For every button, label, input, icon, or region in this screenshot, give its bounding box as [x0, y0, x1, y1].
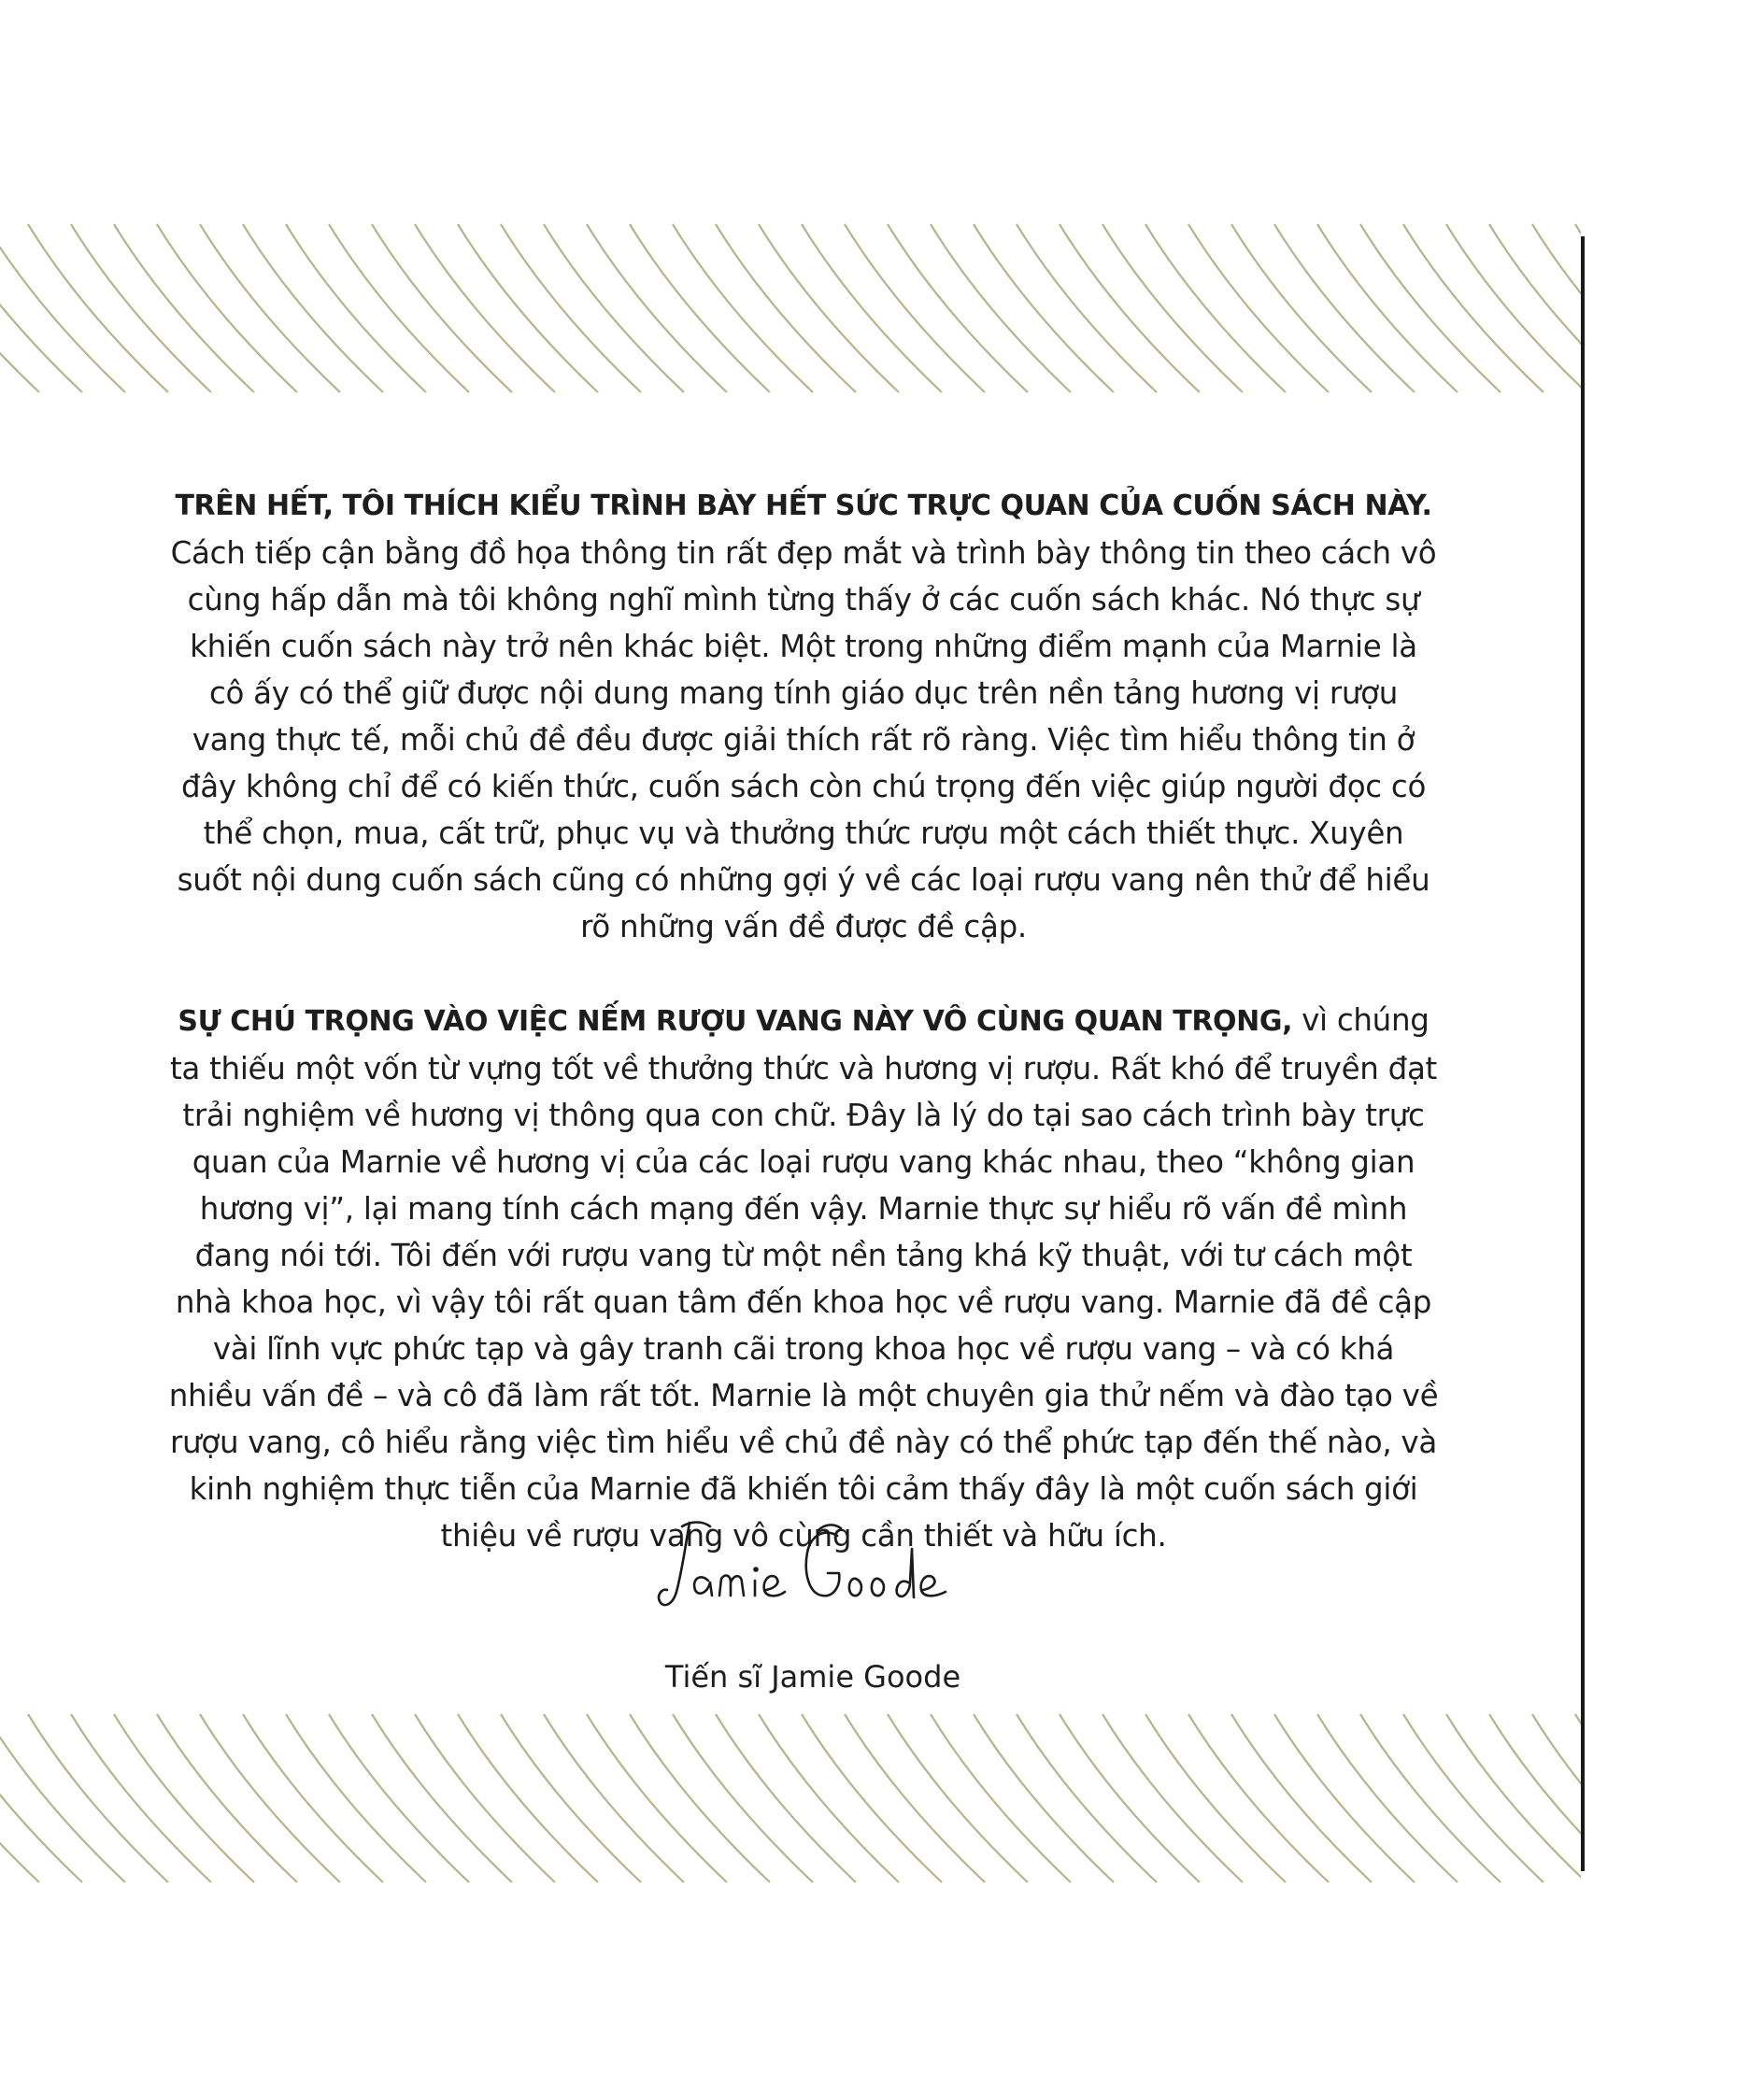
hatch-line	[0, 1714, 39, 1882]
hatch-line	[0, 1714, 125, 1882]
paragraph-2-body: vì chúng ta thiếu một vốn từ vựng tốt về thưởng thức và hương vị rượu. Rất khó để truyền đạt trải nghiệm về hương vị thông qua con chữ. Đây là lý do tại sao cách trình bày trực quan của Marnie về hương vị của các loại rượu vang khác nhau, theo “không gian hương vị”, lại mang tính cách mạng đến vậy. Marnie thực sự hiểu rõ vấn đề mình đang nói tới. Tôi đến với rượu vang từ một nền tảng khá kỹ thuật, với tư cách một nhà khoa học, vì vậy tôi rất quan tâm đến khoa học về rượu vang. Marnie đã đề cập vài lĩnh vực phức tạp và gây tranh cãi trong khoa học về rượu vang – và có khá nhiều vấn đề – và cô đã làm rất tốt. Marnie là một chuyên gia thử nếm và đào tạo về rượu vang, cô hiểu rằng việc tìm hiểu về chủ đề này có thể phức tạp đến thế nào, và kinh nghiệm thực tiễn của Marnie đã khiến tôi cảm thấy đây là một cuốn sách giới thiệu về rượu vang vô cùng cần thiết và hữu ích.	[168, 1002, 1439, 1554]
paragraph-1	[168, 481, 1439, 950]
hatch-line	[1446, 1714, 1581, 1882]
hatch-line	[1532, 1714, 1581, 1882]
hatch-line	[0, 224, 39, 392]
top-hatch-decoration	[0, 215, 1581, 402]
hatch-line	[1446, 224, 1581, 392]
foreword-text	[168, 481, 1439, 1559]
hatch-line	[0, 224, 125, 392]
paragraph-2	[168, 997, 1439, 1559]
paragraph-1-lead: TRÊN HẾT, TÔI THÍCH KIỂU TRÌNH BÀY HẾT SỨC TRỰC QUAN CỦA CUỐN SÁCH NÀY.	[175, 490, 1432, 522]
author-name: Tiến sĩ Jamie Goode	[664, 1659, 961, 1695]
hatch-line	[1489, 1714, 1581, 1882]
page-edge-line	[1581, 236, 1585, 1871]
handwritten-signature	[654, 1515, 972, 1627]
bottom-hatch-decoration	[0, 1705, 1581, 1892]
paragraph-2-lead: SỰ CHÚ TRỌNG VÀO VIỆC NẾM RƯỢU VANG NÀY VÔ CÙNG QUAN TRỌNG,	[178, 1005, 1293, 1038]
hatch-line	[1575, 1714, 1581, 1882]
hatch-line	[1489, 224, 1581, 392]
hatch-line	[1532, 224, 1581, 392]
paragraph-1-body: Cách tiếp cận bằng đồ họa thông tin rất đẹp mắt và trình bày thông tin theo cách vô cùng hấp dẫn mà tôi không nghĩ mình từng thấy ở các cuốn sách khác. Nó thực sự khiến cuốn sách này trở nên khác biệt. Một trong những điểm mạnh của Marnie là cô ấy có thể giữ được nội dung mang tính giáo dục trên nền tảng hương vị rượu vang thực tế, mỗi chủ đề đều được giải thích rất rõ ràng. Việc tìm hiểu thông tin ở đây không chỉ để có kiến thức, cuốn sách còn chú trọng đến việc giúp người đọc có thể chọn, mua, cất trữ, phục vụ và thưởng thức rượu một cách thiết thực. Xuyên suốt nội dung cuốn sách cũng có những gợi ý về các loại rượu vang nên thử để hiểu rõ những vấn đề được đề cập.	[170, 535, 1437, 944]
